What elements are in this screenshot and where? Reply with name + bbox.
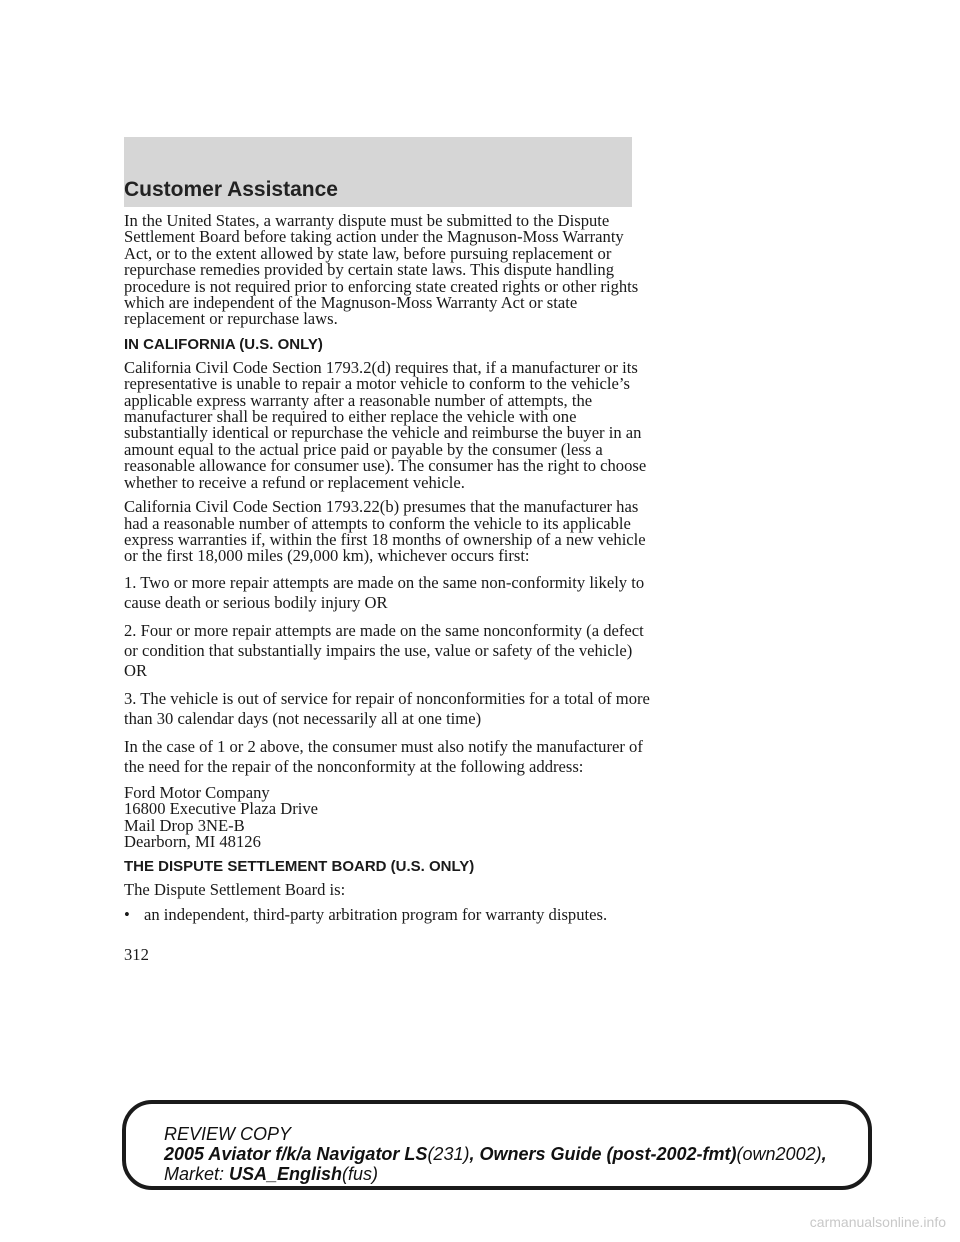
intro-paragraph: In the United States, a warranty dispute must be submitted to the Dispute Settlement Board before taking action under the Magnuson-Moss Warranty Act, or to the extent allowed by state law, before pursuing replacement or repurchase remedies provided by certain state laws. This dispute handling procedure is not required prior to enforcing state created rights or other rights which are independent of the Magnuson-Moss Warranty Act or state replacement or repurchase laws. (124, 211, 639, 329)
review-copy-model-line: 2005 Aviator f/k/a Navigator LS(231), Owners Guide (post-2002-fmt)(own2002), (164, 1144, 827, 1164)
california-heading: IN CALIFORNIA (U.S. ONLY) (124, 335, 323, 353)
address-line: 16800 Executive Plaza Drive (124, 799, 318, 819)
california-paragraph-2: California Civil Code Section 1793.22(b) presumes that the manufacturer has had a reasonable number of attempts to conform the vehicle to its applicable express warranties if, within the first 18 months of ownership of a new vehicle or the first 18,000 miles (29,000 km), whichever occurs first: (124, 497, 646, 566)
dispute-board-intro: The Dispute Settlement Board is: (124, 880, 346, 900)
section-title: Customer Assistance (124, 178, 338, 201)
bullet-text: an independent, third-party arbitration program for warranty disputes. (144, 904, 608, 924)
condition-item-3: 3. The vehicle is out of service for repair of nonconformities for a total of more than 30 calendar days (not necessarily all at one time) (124, 688, 650, 728)
california-paragraph-1: California Civil Code Section 1793.2(d) requires that, if a manufacturer or its representative is unable to repair a motor vehicle to conform to the vehicle’s applicable express warranty after a reasonable number of attempts, the manufacturer shall be required to either replace the vehicle with one substantially identical or repurchase the vehicle and reimburse the buyer in an amount equal to the actual price paid or payable by the consumer (less a reasonable allowance for consumer use). The consumer has the right to choose whether to receive a refund or replacement vehicle. (124, 357, 647, 492)
mailing-address (124, 782, 654, 851)
page-content (124, 213, 654, 923)
page-number: 312 (124, 945, 149, 964)
review-copy-label: REVIEW COPY (164, 1124, 292, 1144)
address-line: Mail Drop 3NE-B (124, 815, 245, 835)
bullet-icon: • (124, 904, 130, 924)
review-copy-text (164, 1124, 827, 1184)
condition-item-2: 2. Four or more repair attempts are made on the same nonconformity (a defect or condition that substantially impairs the use, value or safety of the vehicle) OR (124, 620, 644, 680)
address-line: Dearborn, MI 48126 (124, 831, 261, 851)
address-line: Ford Motor Company (124, 782, 270, 802)
site-watermark: carmanualsonline.info (809, 1214, 946, 1230)
review-copy-market-line: Market: USA_English(fus) (164, 1164, 379, 1184)
bullet-list-item (124, 904, 654, 924)
condition-item-1: 1. Two or more repair attempts are made on the same non-conformity likely to cause death or serious bodily injury OR (124, 572, 645, 612)
dispute-board-heading: THE DISPUTE SETTLEMENT BOARD (U.S. ONLY) (124, 858, 475, 876)
notify-paragraph: In the case of 1 or 2 above, the consumer must also notify the manufacturer of the need for the repair of the nonconformity at the following address: (124, 736, 643, 776)
